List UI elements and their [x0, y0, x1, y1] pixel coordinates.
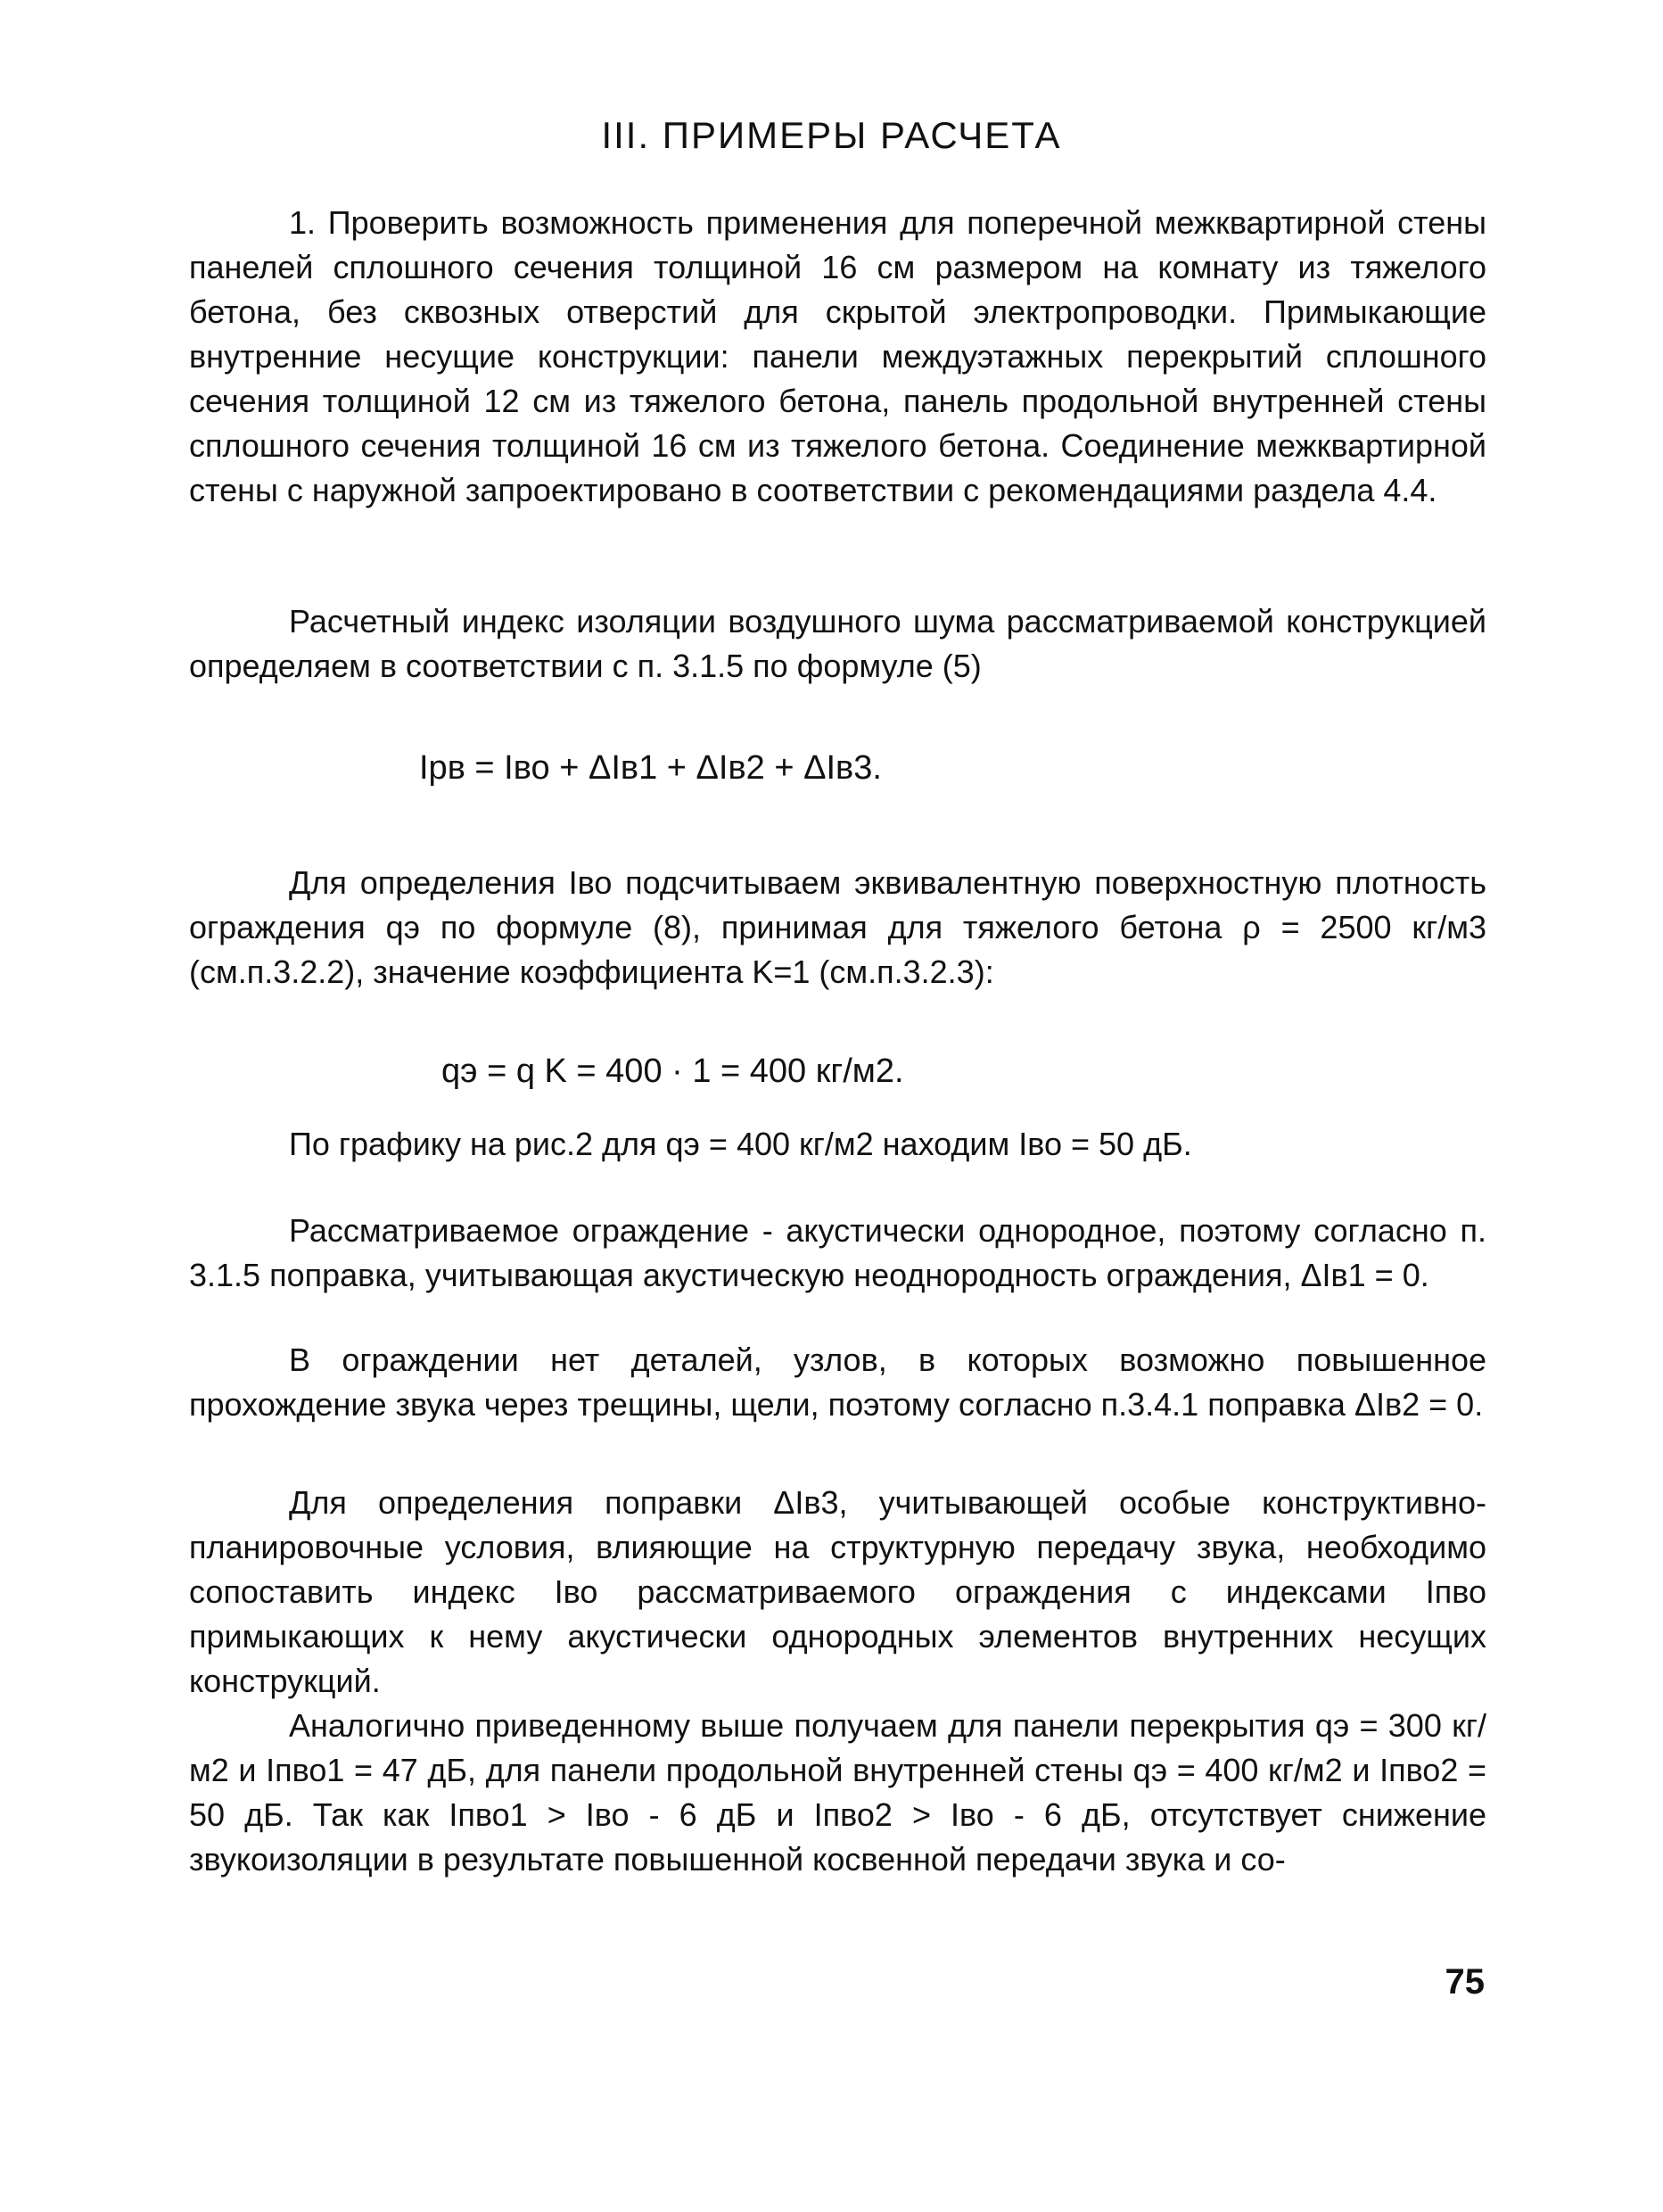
- section-title: III. ПРИМЕРЫ РАСЧЕТА: [601, 114, 1062, 156]
- paragraph-intro-formula: [189, 599, 1486, 689]
- paragraph-5: Рассматриваемое ограждение - акустически однородное, поэтому согласно п. 3.1.5 поправка, учитывающая акустическую неоднородность ограждения, ΔIв1 = 0.: [189, 1212, 1486, 1293]
- formula-index: Iрв = Iво + ΔIв1 + ΔIв2 + ΔIв3.: [419, 749, 882, 787]
- paragraph-correction: [189, 1481, 1486, 1704]
- paragraph-analogy: [189, 1704, 1486, 1882]
- formula-density: qэ = q K = 400 · 1 = 400 кг/м2.: [441, 1052, 904, 1090]
- paragraph-3: Для определения Iво подсчитываем эквивалентную поверхностную плотность ограждения qэ по формуле (8), принимая для тяжелого бетона ρ = 2500 кг/м3 (см.п.3.2.2), значение коэффициента K=1 (см.п.3.2.3):: [189, 864, 1486, 990]
- paragraph-cracks: [189, 1338, 1486, 1427]
- page-number: 75: [1445, 1962, 1485, 2002]
- paragraph-1: 1. Проверить возможность применения для поперечной межквартирной стены панелей сплошного сечения толщиной 16 см размером на комнату из тяжелого бетона, без сквозных отверстий для скрытой электропроводки. Примыкающие внутренние несущие конструкции: панели междуэтажных перекрытий сплошного сечения толщиной 12 см из тяжелого бетона, панель продольной внутренней стены сплошного сечения толщиной 16 см из тяжелого бетона. Соединение межквартирной стены с наружной запроектировано в соответствии с рекомендациями раздела 4.4.: [189, 204, 1486, 508]
- paragraph-6: В ограждении нет деталей, узлов, в которых возможно повышенное прохождение звука через трещины, щели, поэтому согласно п.3.4.1 поправка ΔIв2 = 0.: [189, 1341, 1486, 1423]
- paragraph-task: [189, 201, 1486, 513]
- paragraph-density: [189, 861, 1486, 995]
- paragraph-7: Для определения поправки ΔIв3, учитывающей особые конструктивно-планировочные условия, влияющие на структурную передачу звука, необходимо сопоставить индекс Iво рассматриваемого ограждения с индексами Iпво примыкающих к нему акустически однородных элементов внутренних несущих конструкций.: [189, 1484, 1486, 1699]
- paragraph-4: По графику на рис.2 для qэ = 400 кг/м2 находим Iво = 50 дБ.: [289, 1126, 1192, 1162]
- paragraph-8: Аналогично приведенному выше получаем для панели перекрытия qэ = 300 кг/м2 и Iпво1 = 47 дБ, для панели продольной внутренней стены qэ = 400 кг/м2 и Iпво2 = 50 дБ. Так как Iпво1 > Iво - 6 дБ и Iпво2 > Iво - 6 дБ, отсутствует снижение звукоизоляции в результате повышенной косвенной передачи звука и со-: [189, 1707, 1486, 1878]
- paragraph-2: Расчетный индекс изоляции воздушного шума рассматриваемой конструкцией определяем в соответствии с п. 3.1.5 по формуле (5): [189, 603, 1486, 684]
- paragraph-graph: [189, 1122, 1486, 1167]
- paragraph-homogeneous: [189, 1209, 1486, 1298]
